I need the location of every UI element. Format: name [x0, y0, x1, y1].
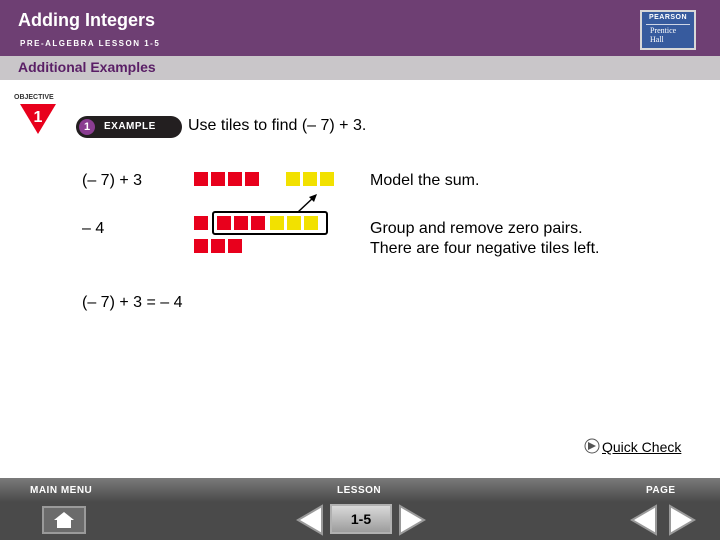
step-1-explanation: Model the sum.: [370, 172, 480, 189]
right-triangle-icon: [670, 506, 694, 534]
lesson-number: 1-5: [350, 511, 372, 527]
negative-tile: [194, 216, 208, 230]
lesson-subtitle: PRE-ALGEBRA LESSON 1-5: [20, 39, 161, 48]
quick-check-link[interactable]: Quick Check: [602, 439, 682, 455]
step-2-expression: – 4: [82, 220, 105, 237]
objective-label: OBJECTIVE: [14, 94, 54, 101]
next-lesson-button[interactable]: [398, 504, 426, 536]
footer-bar: [0, 478, 720, 540]
main-menu-label: MAIN MENU: [30, 485, 93, 496]
lesson-number-box: [330, 504, 392, 534]
step-1-expression: (– 7) + 3: [82, 172, 143, 189]
previous-page-button[interactable]: [630, 504, 658, 536]
header-bar: [0, 0, 720, 56]
example-prompt: Use tiles to find (– 7) + 3.: [188, 117, 367, 134]
negative-tile: [194, 239, 208, 253]
step-2-explanation-line-1: Group and remove zero pairs.: [370, 220, 583, 237]
pointer-arrow-icon: [296, 192, 320, 214]
page-title: Adding Integers: [18, 10, 156, 30]
logo-bottom-text: Prentice Hall: [650, 26, 677, 44]
lesson-label: LESSON: [337, 485, 382, 496]
positive-tile: [303, 172, 317, 186]
negative-tile: [211, 239, 225, 253]
negative-tile: [211, 172, 225, 186]
result-equation: (– 7) + 3 = – 4: [82, 294, 183, 311]
negative-tile: [228, 239, 242, 253]
next-page-button[interactable]: [668, 504, 696, 536]
step-2-explanation-line-2: There are four negative tiles left.: [370, 240, 600, 257]
right-triangle-icon: [400, 506, 424, 534]
main-menu-button[interactable]: [42, 506, 86, 534]
arrow-pointer-icon[interactable]: [584, 438, 600, 454]
negative-tile: [194, 172, 208, 186]
logo-divider: [646, 24, 690, 25]
logo-top-text: PEARSON: [648, 14, 688, 21]
positive-tile: [320, 172, 334, 186]
left-triangle-icon: [298, 506, 322, 534]
section-title: Additional Examples: [18, 59, 156, 75]
previous-lesson-button[interactable]: [296, 504, 324, 536]
section-bar: [0, 56, 720, 80]
objective-number: 1: [33, 109, 43, 126]
left-triangle-icon: [632, 506, 656, 534]
negative-tile: [245, 172, 259, 186]
home-icon: [53, 511, 75, 529]
example-word: EXAMPLE: [104, 121, 156, 132]
negative-tile: [228, 172, 242, 186]
page-label: PAGE: [646, 485, 676, 496]
example-number: 1: [79, 119, 95, 135]
zero-pair-group-box: [212, 211, 328, 235]
positive-tile: [286, 172, 300, 186]
publisher-logo: [640, 10, 696, 50]
objective-badge-icon: [20, 104, 56, 134]
example-badge: [76, 116, 182, 138]
